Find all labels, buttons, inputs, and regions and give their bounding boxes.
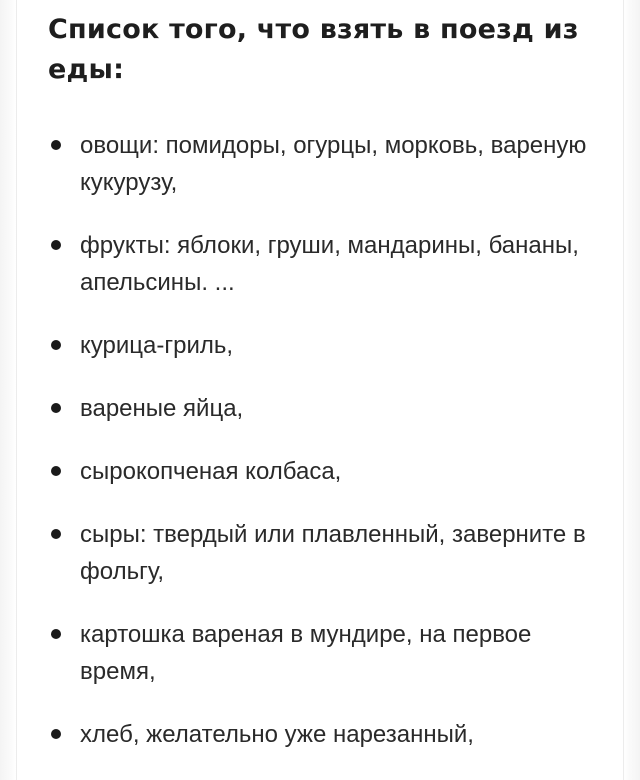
- list-item: [48, 390, 608, 427]
- list-item: [48, 453, 608, 490]
- list-item-text: картошка вареная в мундире, на первое время,: [80, 621, 532, 685]
- list-item-text: хлеб, желательно уже нарезанный,: [80, 721, 474, 748]
- list-item: [48, 516, 608, 590]
- list-item-text: сырокопченая колбаса,: [80, 458, 342, 485]
- list-item-text: сыры: твердый или плавленный, заверните в фольгу,: [80, 521, 586, 585]
- left-page-edge: [0, 0, 17, 780]
- bullet-icon: [51, 729, 61, 739]
- bullet-icon: [51, 140, 61, 150]
- list-item: [48, 616, 608, 690]
- list-item-text: овощи: помидоры, огурцы, морковь, вареную кукурузу,: [80, 132, 587, 196]
- bullet-icon: [51, 340, 61, 350]
- bullet-icon: [51, 529, 61, 539]
- bullet-icon: [51, 629, 61, 639]
- right-page-edge: [623, 0, 640, 780]
- list-item: [48, 227, 608, 301]
- article-content: [48, 0, 608, 779]
- list-item: [48, 127, 608, 201]
- list-item-text: фрукты: яблоки, груши, мандарины, бананы, апельсины. ...: [80, 232, 579, 296]
- list-item: [48, 327, 608, 364]
- bullet-icon: [51, 403, 61, 413]
- food-list: [48, 127, 608, 753]
- bullet-icon: [51, 240, 61, 250]
- list-item-text: вареные яйца,: [80, 395, 244, 422]
- list-heading: Список того, что взять в поезд из еды:: [48, 14, 579, 85]
- list-item: [48, 716, 608, 753]
- list-item-text: курица-гриль,: [80, 332, 234, 359]
- bullet-icon: [51, 466, 61, 476]
